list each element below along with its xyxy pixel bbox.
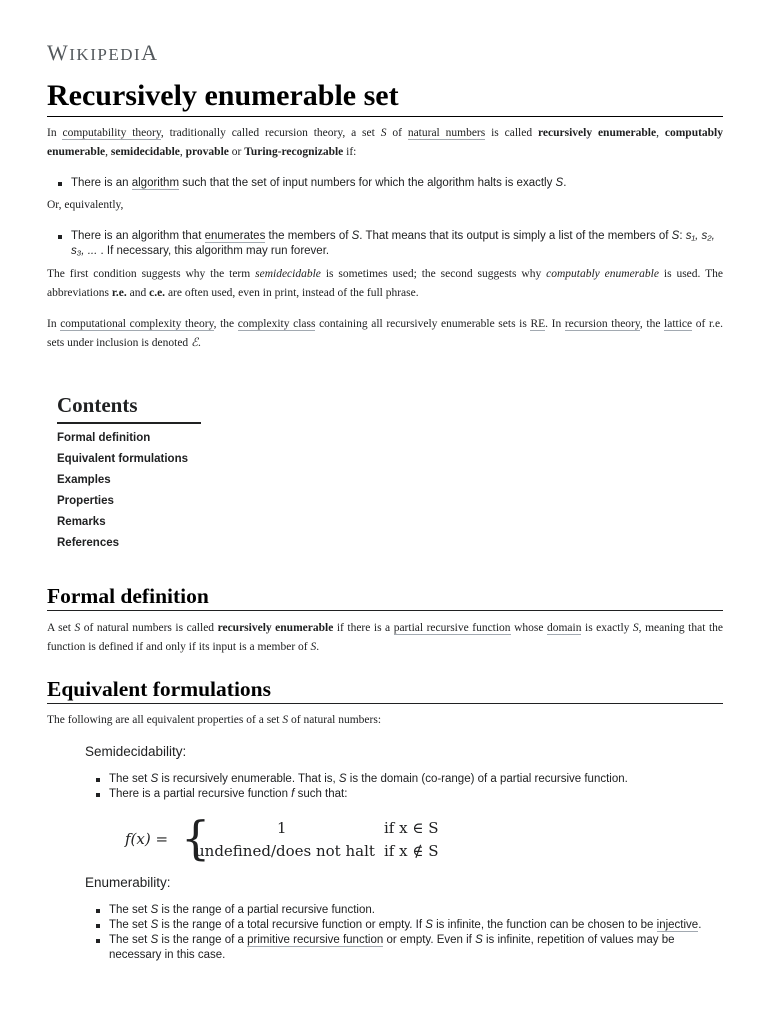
piecewise-formula [125,811,455,865]
formula-row1-value: 1 [277,819,287,837]
wikipedia-wordmark[interactable] [47,40,159,66]
section-heading-equivalent-formulations: Equivalent formulations [47,675,723,704]
subheading-semidecidability: Semidecidability: [85,744,187,759]
link-algorithm[interactable]: algorithm [131,177,180,189]
table-of-contents [57,428,188,554]
formula-row2-value: undefined/does not halt [195,842,375,860]
link-lattice[interactable]: lattice [664,318,693,330]
link-natural-numbers[interactable]: natural numbers [407,127,486,139]
equivalently-text: Or, equivalently, [47,199,124,211]
link-primitive-recursive-function[interactable]: primitive recursive function [247,934,384,946]
complexity-paragraph: In computational complexity theory, the complexity class containing all recursively enumerable sets is RE. In recursion theory, the lattice of r.e. sets under inclusion is denoted ℰ. [47,318,723,349]
link-complexity-class[interactable]: complexity class [237,318,316,330]
section-heading-formal-definition: Formal definition [47,582,723,611]
toc-item-formal-definition[interactable]: Formal definition [57,432,151,444]
list-item: There is an algorithm that enumerates the members of S. That means that its output is simply a list of the members of S: s₁, s₂, s₃, ... . If necessary, this algorithm may run forever. [57,229,723,259]
page-title: Recursively enumerable set [47,78,723,117]
formula-row2-condition: if x ∉ S [384,842,439,860]
wordmark-middle: IKIPEDI [69,45,142,64]
link-injective[interactable]: injective [656,919,699,931]
link-enumerates[interactable]: enumerates [204,230,266,242]
intro-list-1 [57,176,723,191]
equivalent-intro: The following are all equivalent properties of a set S of natural numbers: [47,714,382,726]
link-partial-recursive-function[interactable]: partial recursive function [393,622,511,634]
link-computability-theory[interactable]: computability theory [62,127,161,139]
list-item: There is an algorithm such that the set of input numbers for which the algorithm halts is exactly S. [57,176,723,191]
link-recursion-theory[interactable]: recursion theory [564,318,640,330]
list-item: The set S is the range of a partial recursive function. [95,903,723,918]
toc-item-examples[interactable]: Examples [57,474,111,486]
toc-item-equivalent-formulations[interactable]: Equivalent formulations [57,453,188,465]
list-item: The set S is the range of a primitive recursive function or empty. Even if S is infinite, repetition of values may be necessary in this case. [95,933,723,963]
formula-row1-condition: if x ∈ S [384,819,439,837]
toc-item-properties[interactable]: Properties [57,495,114,507]
link-domain[interactable]: domain [546,622,582,634]
list-item: The set S is recursively enumerable. That is, S is the domain (co-range) of a partial recursive function. [95,772,723,787]
formula-lhs: f(x) = [125,830,169,848]
wordmark-last: A [141,40,159,65]
link-computational-complexity-theory[interactable]: computational complexity theory [60,318,214,330]
toc-item-references[interactable]: References [57,537,120,549]
abbreviations-paragraph: The first condition suggests why the term semidecidable is sometimes used; the second suggests why computably enumerable is used. The abbreviations r.e. and c.e. are often used, even in print, instead of the full phrase. [47,268,723,299]
intro-paragraph: In computability theory, traditionally called recursion theory, a set S of natural numbers is called recursively enumerable, computably enumerable, semidecidable, provable or Turing-recognizable if: [47,127,724,158]
link-re[interactable]: RE [530,318,546,330]
subheading-enumerability: Enumerability: [85,875,171,890]
wordmark-first: W [47,40,70,65]
toc-item-remarks[interactable]: Remarks [57,516,106,528]
formula-brace: { [181,811,211,865]
formal-definition-paragraph: A set S of natural numbers is called recursively enumerable if there is a partial recursive function whose domain is exactly S, meaning that the function is defined if and only if its input is a member of S. [47,622,723,653]
list-item: The set S is the range of a total recursive function or empty. If S is infinite, the function can be chosen to be injective. [95,918,723,933]
contents-title: Contents [57,393,201,424]
list-item: There is a partial recursive function f such that: [95,787,723,802]
enumerability-list [95,903,723,963]
intro-list-2 [57,229,723,259]
semidecidability-list [95,772,723,802]
